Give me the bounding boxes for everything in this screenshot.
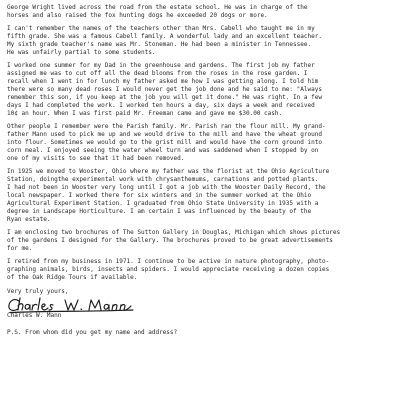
text-line: into flour. Sometimes we would go to the grist mill and would have the corn ground into	[7, 138, 322, 146]
paragraph	[7, 62, 395, 119]
handwritten-signature	[7, 297, 395, 312]
letter-closing: Very truly yours,	[7, 287, 69, 295]
text-line: Agricultural Experiment Station. I graduated from Ohio State University in 1935 with a	[7, 200, 319, 208]
postscript: P.S. From whom did you get my name and address?	[7, 329, 178, 337]
letter-body	[7, 4, 395, 337]
text-line: assigned me was to cut off all the dead blooms from the roses in the rose garden. I	[7, 69, 308, 77]
text-line: graphing animals, birds, insects and spiders. I would appreciate receiving a dozen copies	[7, 265, 330, 273]
text-line: I am enclosing two brochures of The Sutton Gallery in Douglas, Michigan which shows pictures	[7, 228, 341, 236]
text-line: corn meal. I enjoyed seeing the water wheel turn and was saddened when I stopped by on	[7, 147, 319, 154]
text-line: George Wright lived across the road from the estate school. He was in charge of the	[7, 4, 308, 11]
text-line: there were so many dead roses I would never get the job done and he said to me: "Always	[7, 85, 322, 93]
text-line: of the Oak Ridge Tours if available.	[7, 273, 138, 281]
text-line: horses and also raised the fox hunting dogs he exceeded 20 dogs or more.	[7, 12, 268, 20]
paragraph	[7, 4, 395, 20]
text-line: recall when I went in for lunch my father asked me how I was getting along. I told him	[7, 77, 319, 85]
signature-graphic	[7, 296, 167, 314]
paragraph	[7, 168, 395, 225]
text-line: local newspaper. I worked there for six winters and in the summer worked at the Ohio	[7, 191, 312, 199]
text-line: I retired from my business in 1971. I continue to be active in nature photography, photo-	[7, 257, 330, 265]
text-line: Other people I remember were the Parish family. Mr. Parish ran the flour mill. My grand-	[7, 122, 326, 130]
text-line: days I had completed the work. I worked ten hours a day, six days a week and received	[7, 102, 315, 110]
paragraph	[7, 25, 395, 57]
text-line: remember this son, if you keep at the job you will get it done." He was right. In a few	[7, 93, 322, 101]
text-line: I can't remember the names of the teachers other than Mrs. Cabell who taught me in my	[7, 24, 315, 32]
paragraph	[7, 123, 395, 163]
text-line: In 1925 we moved to Wooster, Ohio where my father was the florist at the Ohio Agriculture	[7, 167, 330, 175]
text-line: one of my visits to see that it had been removed.	[7, 155, 185, 163]
text-line: He was unfairly partial to some students.	[7, 48, 156, 56]
printed-name: Charles W. Mann	[7, 312, 62, 319]
text-line: degree in Landscape Horticulture. I am certain I was influenced by the beauty of the	[7, 208, 312, 216]
text-line: Station, doingthe experimental work with chrysanthemums, carnations and potted plants.	[7, 175, 319, 183]
text-line: of the gardens I designed for the Gallery. The brochures proved to be great advertisements	[7, 236, 333, 244]
text-line: father Mann used to pick me up and we would drive to the mill and have the wheat ground	[7, 130, 322, 138]
text-line: fifth grade. She was a famous Cabell family. A wonderful lady and an excellent teacher.	[7, 32, 322, 40]
letter-paragraphs	[7, 4, 395, 282]
text-line: 10¢ an hour. When I was first paid Mr. Freeman came and gave me $30.00 cash.	[7, 110, 283, 118]
text-line: I had not been in Wooster very long until I got a job with the Wooster Daily Record, the	[7, 183, 326, 191]
paragraph	[7, 229, 395, 253]
text-line: I worked one summer for my Dad in the greenhouse and gardens. The first job my father	[7, 61, 315, 69]
paragraph	[7, 258, 395, 282]
text-line: for me.	[7, 245, 33, 253]
text-line: Ryan estate.	[7, 216, 51, 224]
text-line: My sixth grade teacher's name was Mr. Stoneman. He had been a minister in Tennessee.	[7, 40, 312, 48]
